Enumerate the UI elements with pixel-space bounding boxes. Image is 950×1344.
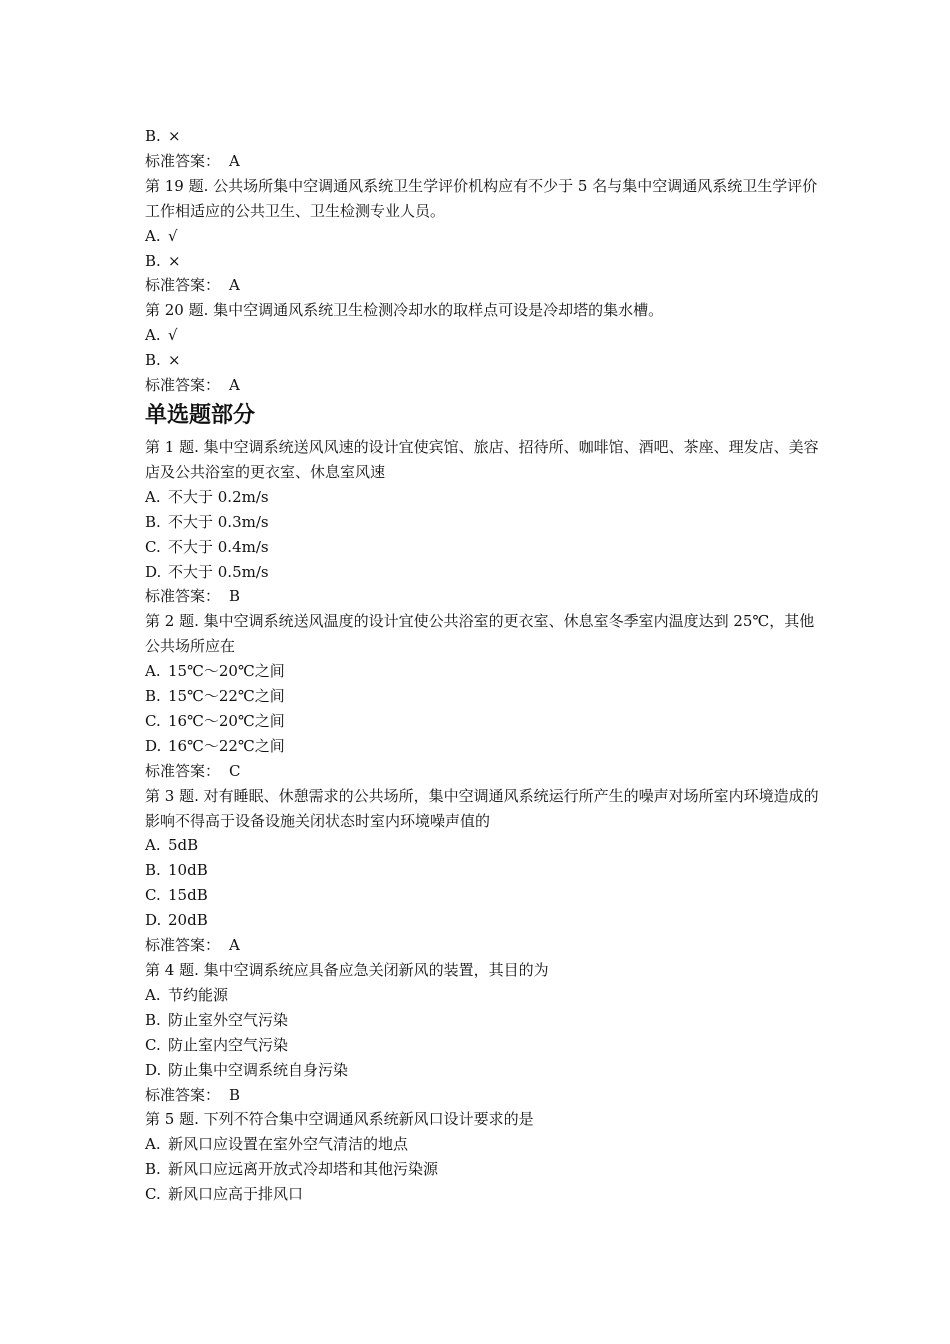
option-label: C. — [145, 537, 161, 556]
option-item — [145, 858, 825, 883]
option-text: 15dB — [168, 886, 208, 905]
option-label: C. — [145, 711, 161, 730]
option-label: A. — [145, 326, 161, 345]
option-item — [145, 1182, 825, 1207]
option-text: × — [168, 127, 181, 145]
judgement-question — [145, 298, 825, 398]
option-item — [145, 709, 825, 734]
option-label: B. — [145, 251, 161, 270]
option-item — [145, 224, 825, 249]
option-item — [145, 1008, 825, 1033]
option-text: 新风口应高于排风口 — [168, 1185, 304, 1204]
option-text: × — [168, 351, 181, 370]
option-text: 不大于 0.5m/s — [168, 562, 269, 581]
question-prompt: 第 3 题. 对有睡眠、休憩需求的公共场所，集中空调通风系统运行所产生的噪声对场所室内环境造成的影响不得高于设备设施关闭状态时室内环境噪声值的 — [145, 786, 819, 830]
option-item — [145, 684, 825, 709]
single-choice-question — [145, 784, 825, 958]
option-label: C. — [145, 886, 161, 905]
option-text: 不大于 0.2m/s — [168, 487, 269, 506]
option-label: A. — [145, 662, 161, 681]
option-item — [145, 1157, 825, 1182]
option-text: 15℃～20℃之间 — [168, 662, 285, 681]
option-text: 新风口应设置在室外空气清洁的地点 — [168, 1135, 409, 1154]
option-label: C. — [145, 1185, 161, 1204]
option-item — [145, 1058, 825, 1083]
answer-value: A — [229, 151, 240, 170]
option-text: 5dB — [168, 836, 199, 855]
answer-label: 标准答案： — [145, 376, 221, 395]
question-prompt: 第 20 题. 集中空调通风系统卫生检测冷却水的取样点可设是冷却塔的集水槽。 — [145, 301, 664, 320]
option-item — [145, 908, 825, 933]
option-item — [145, 734, 825, 759]
option-label: B. — [145, 1160, 161, 1179]
option-label: B. — [145, 351, 161, 370]
answer-value: A — [229, 936, 240, 955]
option-text: 新风口应远离开放式冷却塔和其他污染源 — [168, 1160, 439, 1179]
option-item — [145, 1132, 825, 1157]
option-label: C. — [145, 1035, 161, 1054]
single-choice-question — [145, 609, 825, 783]
answer-line — [145, 273, 825, 298]
option-text: 防止集中空调系统自身污染 — [168, 1060, 349, 1079]
option-item — [145, 348, 825, 373]
option-text: 15℃～22℃之间 — [168, 687, 285, 706]
option-item — [145, 883, 825, 908]
question-prompt: 第 4 题. 集中空调系统应具备应急关闭新风的装置，其目的为 — [145, 961, 549, 979]
option-text: 16℃～22℃之间 — [168, 736, 285, 755]
answer-line — [145, 1083, 825, 1108]
option-item — [145, 560, 825, 585]
option-label: A. — [145, 226, 161, 245]
option-text: × — [168, 251, 181, 270]
option-text: √ — [168, 326, 178, 345]
question-prompt: 第 5 题. 下列不符合集中空调通风系统新风口设计要求的是 — [145, 1110, 534, 1129]
option-item — [145, 983, 825, 1008]
answer-label: 标准答案： — [145, 936, 221, 955]
option-item — [145, 833, 825, 858]
option-text: √ — [168, 226, 178, 245]
question-prompt: 第 2 题. 集中空调系统送风温度的设计宜使公共浴室的更衣室、休息室冬季室内温度达到 25℃，其他公共场所应在 — [145, 612, 815, 656]
option-item — [145, 124, 825, 149]
option-text: 防止室外空气污染 — [168, 1010, 289, 1029]
option-text: 不大于 0.3m/s — [168, 512, 269, 531]
answer-label: 标准答案： — [145, 587, 221, 606]
answer-label: 标准答案： — [145, 1085, 221, 1104]
option-label: B. — [145, 861, 161, 880]
single-choice-question — [145, 435, 825, 609]
answer-line — [145, 759, 825, 784]
answer-label: 标准答案： — [145, 276, 221, 295]
option-label: D. — [145, 911, 162, 930]
answer-line — [145, 933, 825, 958]
answer-line — [145, 149, 825, 174]
answer-value: B — [229, 1085, 241, 1104]
single-choice-question — [145, 1107, 825, 1207]
answer-line — [145, 584, 825, 609]
option-item — [145, 249, 825, 274]
option-text: 20dB — [168, 911, 208, 930]
option-label: D. — [145, 736, 162, 755]
answer-value: A — [229, 376, 240, 395]
answer-line — [145, 373, 825, 398]
option-label: B. — [145, 1010, 161, 1029]
option-label: A. — [145, 985, 161, 1004]
option-text: 防止室内空气污染 — [168, 1035, 289, 1054]
option-text: 不大于 0.4m/s — [168, 537, 269, 556]
question-prompt: 第 19 题. 公共场所集中空调通风系统卫生学评价机构应有不少于 5 名与集中空调通风系统卫生学评价工作相适应的公共卫生、卫生检测专业人员。 — [145, 176, 818, 220]
option-item — [145, 323, 825, 348]
option-text: 16℃～20℃之间 — [168, 711, 285, 730]
option-label: A. — [145, 1135, 161, 1154]
option-item — [145, 535, 825, 560]
option-label: B. — [145, 687, 161, 706]
option-text: 10dB — [168, 861, 208, 880]
document-page — [145, 124, 825, 1207]
answer-label: 标准答案： — [145, 761, 221, 780]
option-item — [145, 659, 825, 684]
question-prompt: 第 1 题. 集中空调系统送风风速的设计宜使宾馆、旅店、招待所、咖啡馆、酒吧、茶座、理发店、美容店及公共浴室的更衣室、休息室风速 — [145, 437, 819, 481]
answer-value: B — [229, 587, 241, 606]
answer-label: 标准答案： — [145, 151, 221, 170]
option-label: D. — [145, 562, 162, 581]
option-item — [145, 510, 825, 535]
option-item — [145, 1033, 825, 1058]
option-item — [145, 485, 825, 510]
option-label: B. — [145, 127, 161, 145]
single-choice-question — [145, 958, 825, 1107]
option-label: A. — [145, 487, 161, 506]
section-heading: 单选题部分 — [145, 402, 256, 428]
answer-value: A — [229, 276, 240, 295]
option-label: A. — [145, 836, 161, 855]
option-label: D. — [145, 1060, 162, 1079]
option-text: 节约能源 — [168, 985, 229, 1004]
option-label: B. — [145, 512, 161, 531]
answer-value: C — [229, 761, 241, 780]
judgement-question — [145, 174, 825, 299]
